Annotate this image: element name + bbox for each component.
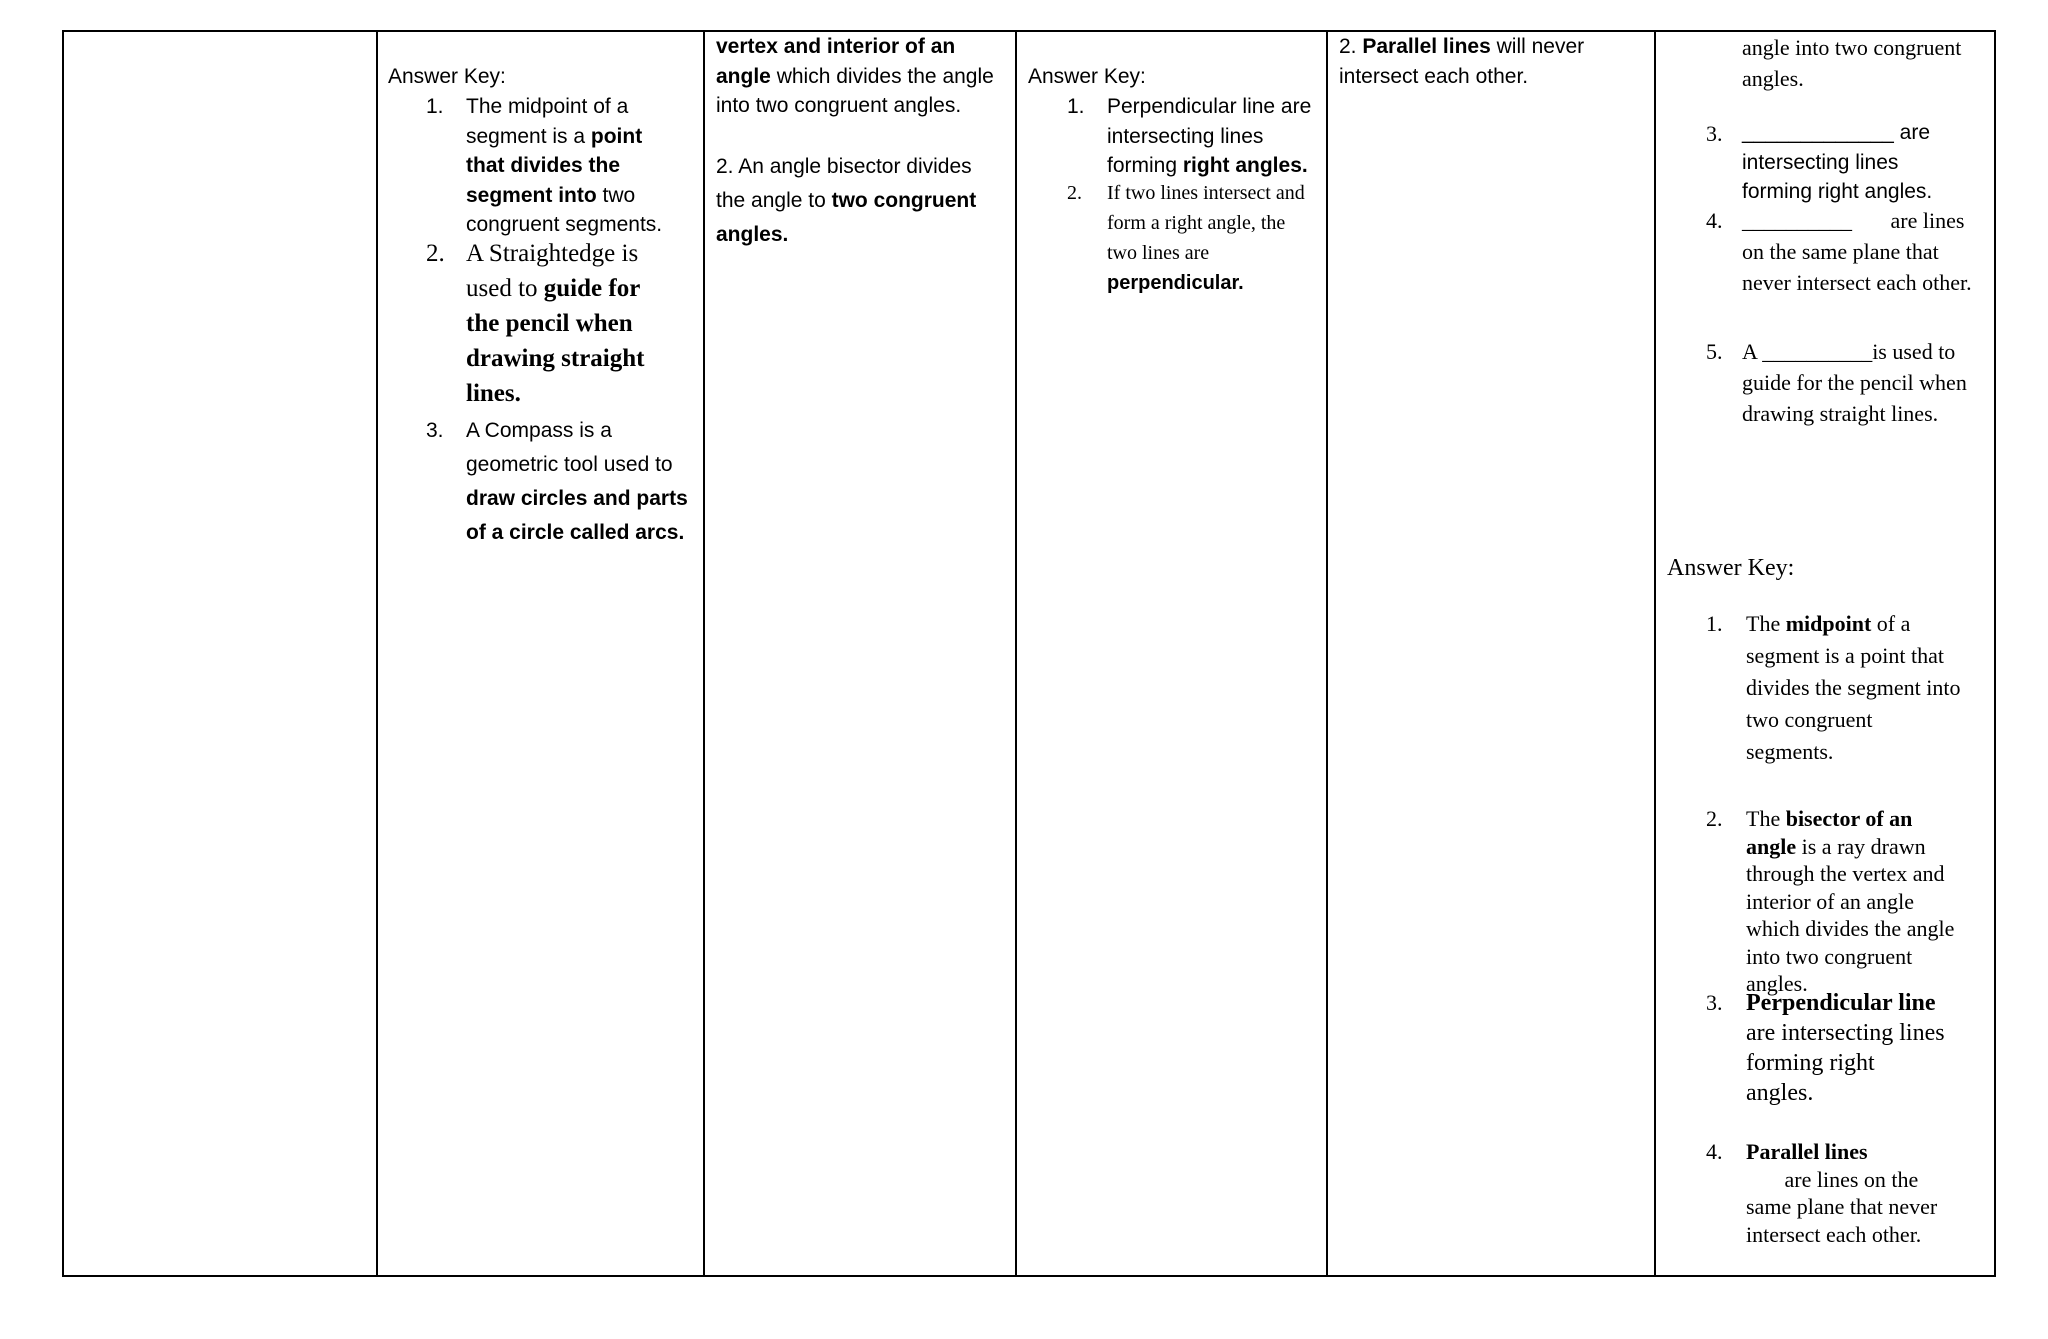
bold-run: Perpendicular line [1746,990,1936,1016]
text-run: are intersecting lines forming right angles. [1742,121,1933,203]
item-number: 4. [1706,208,1723,233]
text-run: will never intersect each other. [1339,35,1585,88]
answer-key-heading: Answer Key: [1667,555,1795,581]
item-text [1742,205,1982,298]
lesson-table [62,30,1996,1277]
answer-blank: _____________ [1742,121,1894,144]
text-run: of a segment is a point that divides the segment into two congruent segments. [1746,611,1961,764]
column-2-answer-key [378,32,703,1275]
item-text [1742,118,1972,207]
bold-run: bisector of an angle [1746,806,1913,859]
bold-run: draw circles and parts of a circle called arcs. [466,487,688,544]
bold-run: right angles. [1182,154,1308,177]
answer-key-heading: Answer Key: [1028,65,1146,88]
item-number: 1. [1067,95,1085,118]
text-run: is used to guide for the pencil when drawing straight lines. [1742,339,1967,426]
bold-run: Parallel lines [1746,1139,1868,1164]
item-text [466,92,681,240]
text-run: The [1746,806,1786,831]
text-run: 2. An angle bisector divides the angle to [716,155,972,212]
answer-key-heading: Answer Key: [388,65,506,88]
bisector-definition [716,32,996,121]
column-5-parallel [1328,32,1654,1275]
item-text [1746,988,1946,1108]
bold-run: perpendicular. [1107,272,1244,294]
item-number: 2. [1067,182,1082,204]
column-3-bisector [705,32,1015,1275]
text-run: Perpendicular line are intersecting lines forming [1107,95,1312,177]
bold-run: Parallel lines [1362,35,1491,58]
item-text [1107,178,1312,298]
bold-run: midpoint [1785,611,1872,636]
bold-run: guide for the pencil when drawing straight lines. [466,275,645,407]
parallel-statement [1339,32,1639,91]
bisector-statement [716,150,1001,252]
text-run: are lines on the same plane that never intersect each other. [1746,1166,1938,1247]
item-text [1746,608,1961,768]
text-run: The midpoint of a segment is a [466,95,629,148]
column-1-empty [64,32,376,1275]
answer-blank: __________ [1742,208,1852,233]
item-text [466,414,698,550]
text-run: which divides the angle into two congruent angles. [716,64,994,117]
item-number: 1. [1706,611,1723,636]
item-number: 2. [1706,806,1723,831]
text-run: If two lines intersect and form a right angle, the two lines are [1107,182,1305,264]
item-number: 3. [1706,121,1723,146]
item-number: 5. [1706,339,1723,364]
item-text [1742,336,1982,429]
text-run: A Straightedge is used to [466,240,639,302]
bold-run: two congruent angles. [716,189,977,246]
item-number: 4. [1706,1139,1723,1164]
item-text [1107,92,1322,181]
text-run: is a ray drawn through the vertex and interior of an angle which divides the angle into two congruent angles. [1746,833,1955,996]
item-number: 3. [426,419,444,442]
text-run: are lines on the same plane that never intersect each other. [1742,208,1972,295]
item-number: 1. [426,95,444,118]
text-run: The [1746,611,1786,636]
continued-text: angle into two congruent angles. [1742,35,1962,91]
item-text [1746,1138,1956,1248]
item-text [466,236,676,411]
column-4-answer-key [1017,32,1326,1275]
text-run: A [1742,339,1763,364]
item-text [1746,805,1961,998]
text-run: are intersecting lines forming right angles. [1746,1020,1945,1106]
bold-run: point that divides the segment into [466,124,643,207]
column-6-assessment [1656,32,1996,1275]
bold-run: angle [716,64,771,88]
item-number: 2. [426,240,445,267]
text-run: two congruent segments. [466,183,663,236]
text-run: A Compass is a geometric tool used to [466,419,673,476]
item-number: 3. [1706,990,1723,1015]
answer-blank: __________ [1762,339,1873,364]
bold-run: vertex and interior of an [716,35,956,58]
text-run: 2. [1339,35,1363,58]
